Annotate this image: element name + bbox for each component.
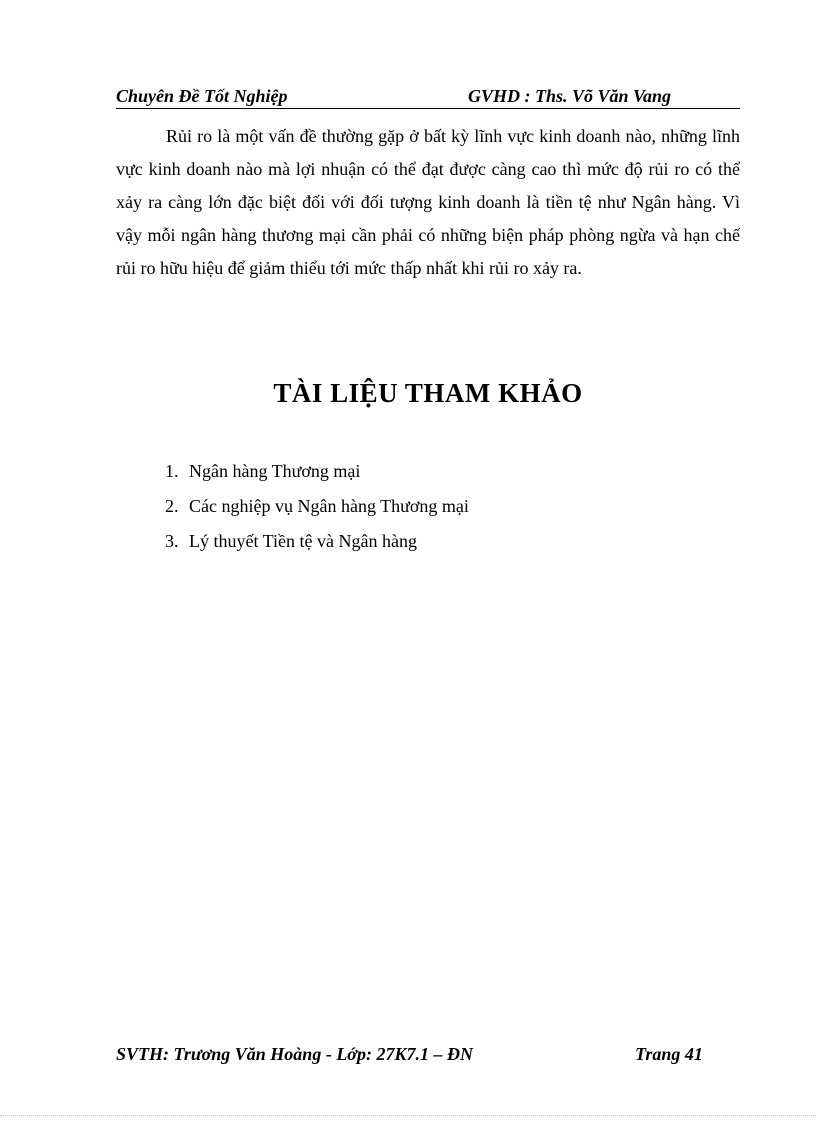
references-title: TÀI LIỆU THAM KHẢO [273,378,583,408]
page-header [116,84,740,109]
header-document-type: Chuyên Đề Tốt Nghiệp [116,86,288,106]
references-list [165,456,469,561]
body-paragraph: Rủi ro là một vấn đề thường gặp ở bất kỳ lĩnh vực kinh doanh nào, những lĩnh vực kinh doanh nào mà lợi nhuận có thể đạt được càng cao thì mức độ rủi ro có thể xảy ra càng lớn đặc biệt đối với đối tượng kinh doanh là tiền tệ như Ngân hàng. Vì vậy mỗi ngân hàng thương mại cần phải có những biện pháp phòng ngừa và hạn chế rủi ro hữu hiệu để giảm thiểu tới mức thấp nhất khi rủi ro xảy ra. [116,126,740,278]
reference-item [165,526,469,561]
reference-number: 3. [165,531,179,551]
header-advisor: GVHD : Ths. Võ Văn Vang [468,86,672,106]
reference-item [165,456,469,491]
reference-number: 1. [165,461,179,481]
page-bottom-divider [0,1115,816,1116]
reference-text: Lý thuyết Tiền tệ và Ngân hàng [189,531,417,551]
reference-text: Các nghiệp vụ Ngân hàng Thương mại [189,496,469,516]
footer-page-number: Trang 41 [635,1044,703,1064]
reference-text: Ngân hàng Thương mại [189,461,361,481]
footer-student-info: SVTH: Trương Văn Hoàng - Lớp: 27K7.1 – ĐN [116,1044,473,1064]
reference-item [165,491,469,526]
reference-number: 2. [165,496,179,516]
